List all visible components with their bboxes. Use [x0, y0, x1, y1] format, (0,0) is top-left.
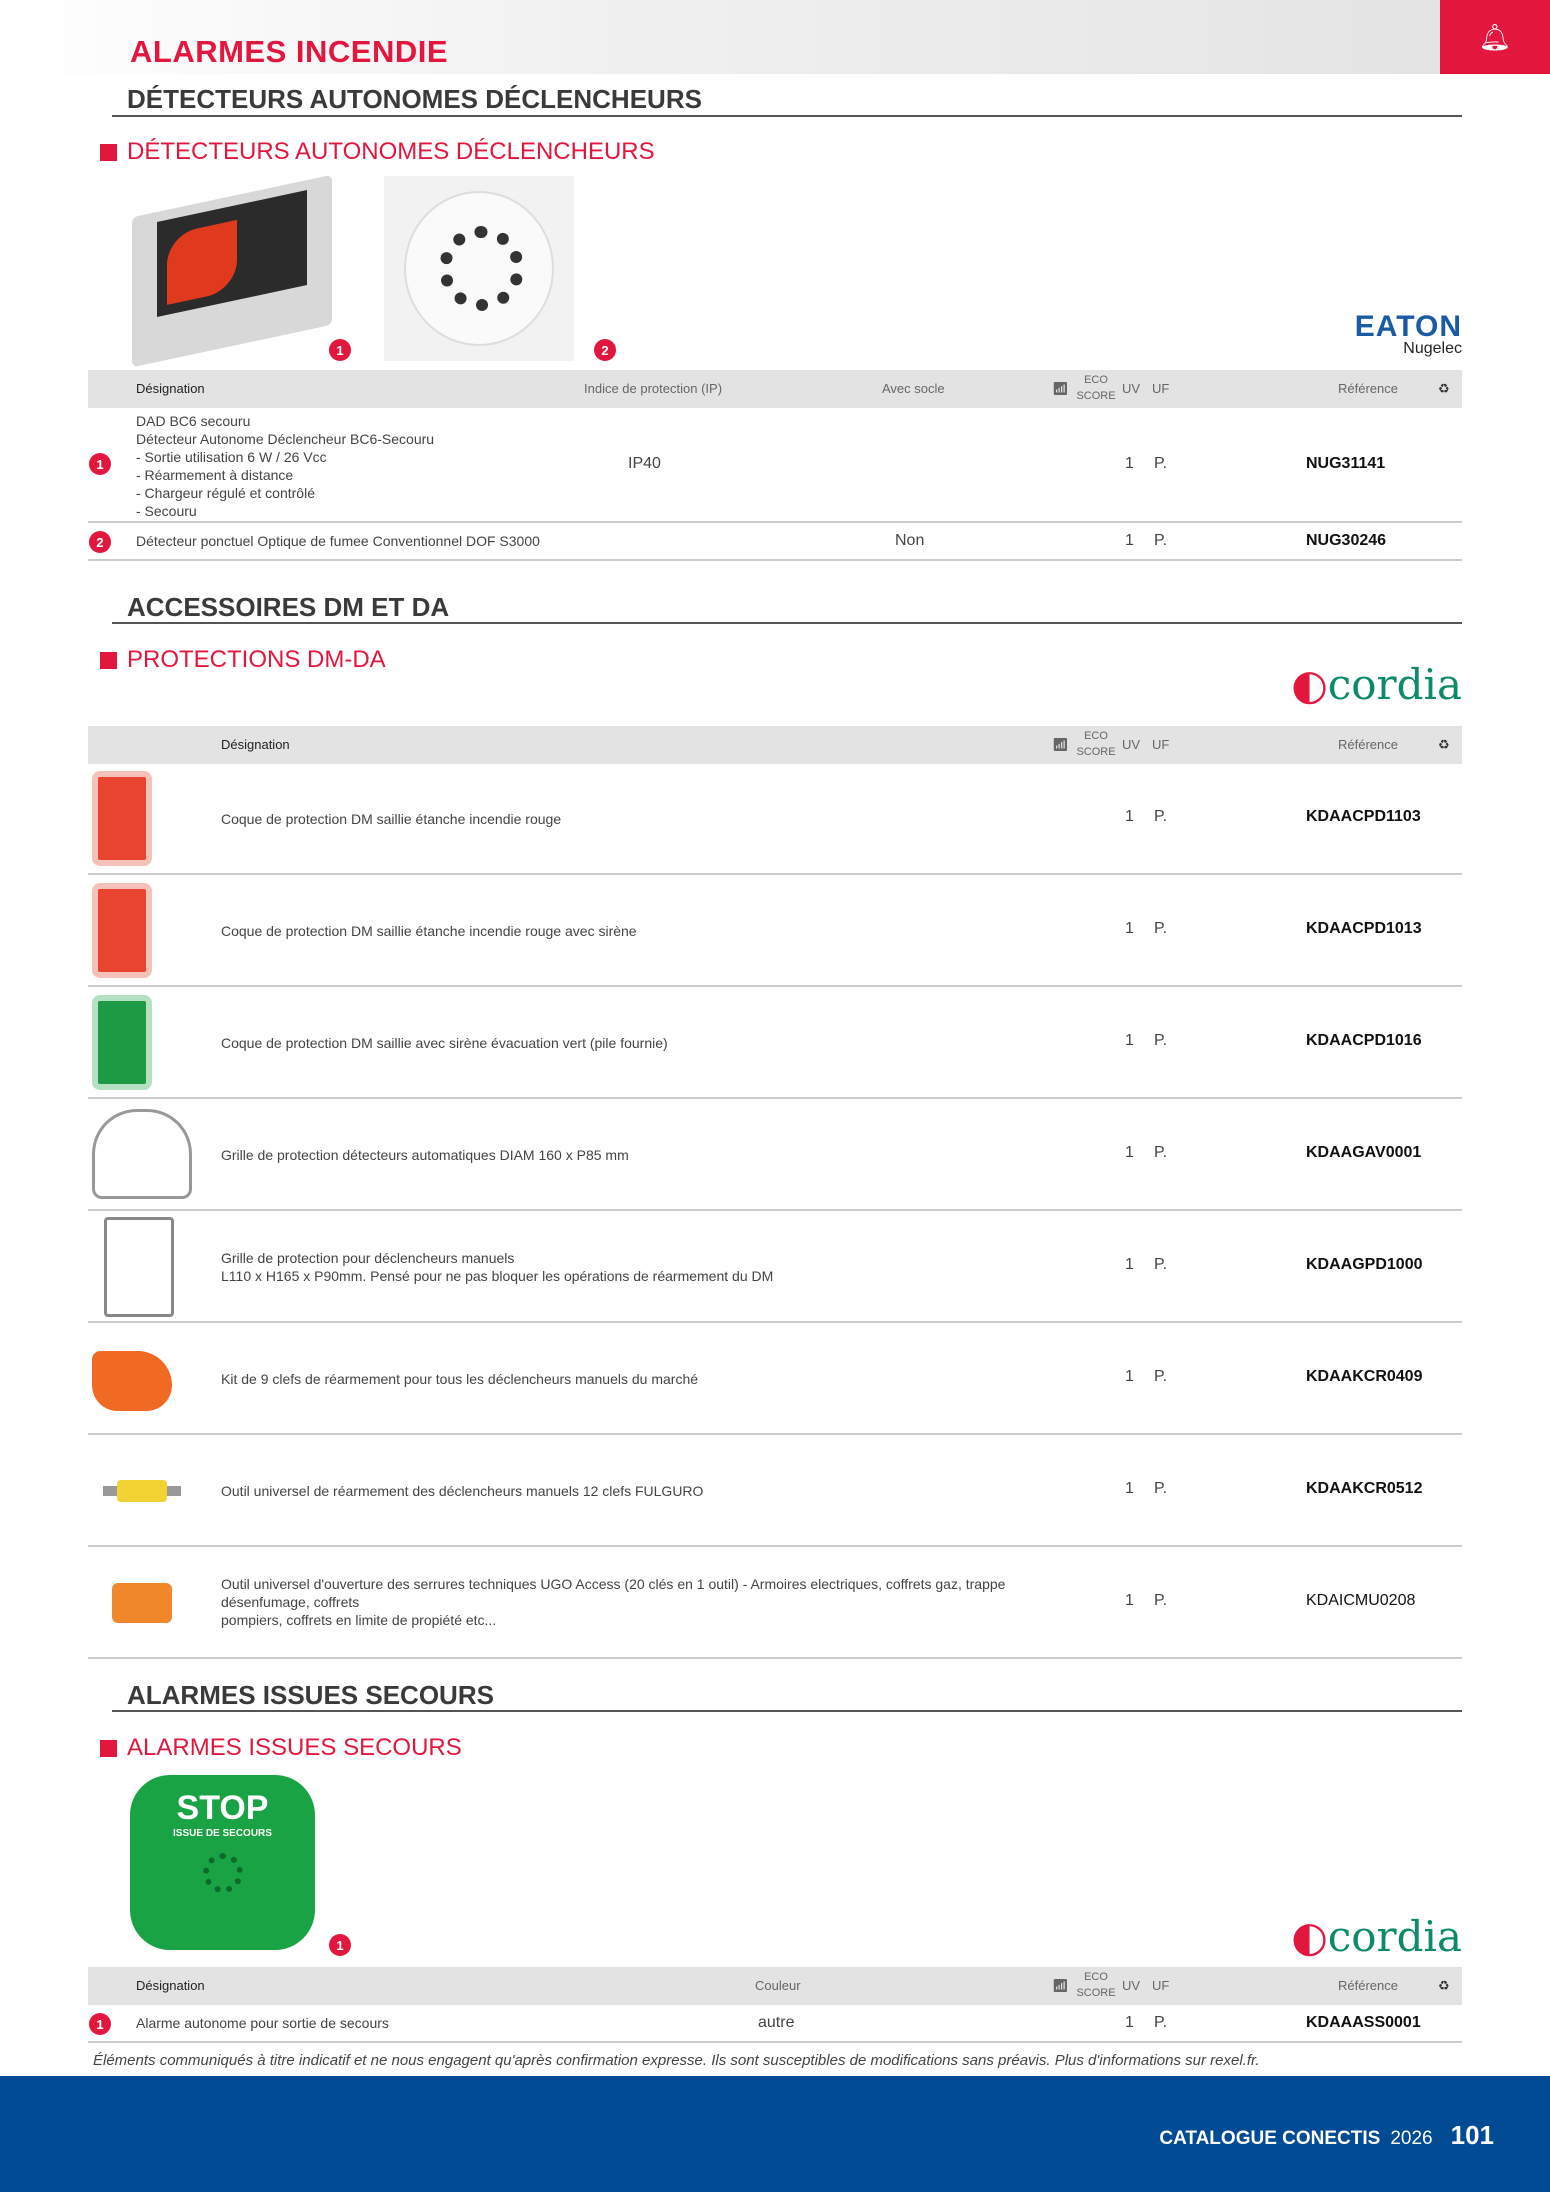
catalogue-name: CATALOGUE CONECTIS: [1159, 2128, 1381, 2149]
product-thumbnail: [92, 1435, 167, 1502]
table-row[interactable]: [88, 1323, 1462, 1435]
product-thumbnail: [92, 1323, 172, 1411]
alarm-bell-icon: 🔔︎: [1478, 21, 1512, 52]
table-row[interactable]: 1 Alarme autonome pour sortie de secours autre 1 P. KDAAASS0001: [88, 2005, 1462, 2043]
section-title: ALARMES ISSUES SECOURS: [127, 1680, 494, 1710]
designation: Coque de protection DM saillie avec sirène évacuation vert (pile fournie): [221, 1035, 668, 1051]
footer: [0, 2076, 1550, 2192]
table-row[interactable]: [88, 763, 1462, 875]
reference: KDAAKCR0409: [1306, 1368, 1423, 1385]
row-badge: 2: [89, 531, 111, 553]
uv: 1: [1125, 920, 1134, 937]
uf: P.: [1154, 808, 1168, 825]
product-image-stop: STOP ISSUE DE SECOURS: [130, 1775, 315, 1950]
reference: KDAAKCR0512: [1306, 1480, 1423, 1497]
subsection-title: [100, 1734, 462, 1762]
divider: [112, 115, 1462, 117]
designation: Grille de protection pour déclencheurs manuels L110 x H165 x P90mm. Pensé pour ne pas bloquer les opérations de réarmement du DM: [221, 1250, 774, 1284]
col-ref: Référence: [1338, 381, 1398, 396]
footnote: Éléments communiqués à titre indicatif et ne nous engagent qu'après confirmation expresse. Ils sont susceptibles de modifications sans préavis. Plus d'informations sur rexel.fr.: [93, 2052, 1260, 2069]
designation: Kit de 9 clefs de réarmement pour tous les déclencheurs manuels du marché: [221, 1371, 699, 1387]
table-row[interactable]: 2 Détecteur ponctuel Optique de fumee Conventionnel DOF S3000 Non 1 P. NUG30246: [88, 523, 1462, 561]
product-image-detector: [384, 176, 574, 361]
table-header: Désignation Indice de protection (IP) Avec socle 📶︎ ECO SCORE UV UF Référence ♻: [88, 370, 1462, 408]
product-thumbnail: [92, 1547, 172, 1623]
section-title: DÉTECTEURS AUTONOMES DÉCLENCHEURS: [127, 84, 702, 114]
product-thumbnail: [92, 763, 152, 866]
col-ip: Indice de protection (IP): [584, 381, 723, 396]
badge-1: 1: [329, 1934, 351, 1956]
uf: P.: [1154, 920, 1168, 937]
divider: [112, 1710, 1462, 1712]
uv: 1: [1125, 1592, 1134, 1609]
page-number: 101: [1450, 2120, 1494, 2150]
recycle-icon: ♻: [1438, 1978, 1450, 1993]
divider: [112, 622, 1462, 624]
product-thumbnail: [92, 987, 152, 1090]
designation: Coque de protection DM saillie étanche incendie rouge avec sirène: [221, 923, 637, 939]
subsection-title: [100, 646, 386, 674]
ip-value: IP40: [628, 455, 661, 472]
section-title: ACCESSOIRES DM ET DA: [127, 592, 450, 622]
eaton-logo: EATON Nugelec: [1354, 310, 1462, 357]
wifi-icon: 📶︎: [1052, 381, 1069, 396]
category-title: ALARMES INCENDIE: [130, 34, 449, 69]
uf: P.: [1154, 1032, 1168, 1049]
product-thumbnail: [92, 1099, 192, 1199]
badge-2: 2: [594, 339, 616, 361]
subsection-title: [100, 138, 655, 166]
subsection-label: ALARMES ISSUES SECOURS: [127, 1734, 462, 1761]
uv: 1: [1125, 1480, 1134, 1497]
badge-1: 1: [329, 339, 351, 361]
table-header: Désignation 📶︎ ECO SCORE UV UF Référence ♻: [88, 726, 1462, 764]
uf: P.: [1154, 1368, 1168, 1385]
uv: 1: [1125, 1256, 1134, 1273]
uv: 1: [1125, 1368, 1134, 1385]
recycle-icon: ♻: [1438, 737, 1450, 752]
uf: P.: [1154, 1592, 1168, 1609]
col-uv: UV: [1122, 381, 1141, 396]
wifi-icon: 📶︎: [1052, 737, 1069, 752]
product-image-dad: [112, 176, 362, 361]
category-tab: [1440, 0, 1550, 74]
wifi-icon: 📶︎: [1052, 1978, 1069, 1993]
subsection-label: PROTECTIONS DM-DA: [127, 646, 386, 673]
designation: Grille de protection détecteurs automatiques DIAM 160 x P85 mm: [221, 1147, 629, 1163]
designation: Coque de protection DM saillie étanche incendie rouge: [221, 811, 562, 827]
table-row[interactable]: [88, 1211, 1462, 1323]
table-row[interactable]: 1 DAD BC6 secouru Détecteur Autonome Déclencheur BC6-Secouru - Sortie utilisation 6 W / 26 Vcc - Réarmement à distance - Chargeur régulé et contrôlé - Secouru IP40 1 P. NUG31141: [88, 408, 1462, 523]
table-row[interactable]: [88, 1547, 1462, 1659]
catalogue-year: 2026: [1390, 2128, 1433, 2149]
table-row[interactable]: [88, 875, 1462, 987]
row-badge: 1: [89, 453, 111, 475]
designation: Outil universel de réarmement des déclencheurs manuels 12 clefs FULGURO: [221, 1483, 704, 1499]
col-uf: UF: [1152, 381, 1170, 396]
uf: P.: [1154, 1256, 1168, 1273]
reference: KDAACPD1013: [1306, 920, 1422, 937]
product-thumbnail: [92, 875, 152, 978]
reference: KDAAGAV0001: [1306, 1144, 1422, 1161]
reference: KDAICMU0208: [1306, 1592, 1416, 1609]
designation: Outil universel d'ouverture des serrures techniques UGO Access (20 clés en 1 outil) - Armoires electriques, coffrets gaz, trappe désenfumage, coffrets pompiers, coffrets en limite de propiété etc...: [221, 1576, 1006, 1628]
subsection-label: DÉTECTEURS AUTONOMES DÉCLENCHEURS: [127, 138, 655, 165]
reference: KDAACPD1103: [1306, 808, 1421, 825]
uv: 1: [1125, 1144, 1134, 1161]
table-row[interactable]: [88, 1435, 1462, 1547]
col-designation: Désignation: [136, 381, 205, 396]
reference: KDAAGPD1000: [1306, 1256, 1423, 1273]
product-thumbnail: [92, 1211, 174, 1317]
cordia-logo: ◐cordia: [1291, 1912, 1462, 1961]
col-socle: Avec socle: [882, 381, 945, 396]
recycle-icon: ♻: [1438, 381, 1450, 396]
uf: P.: [1154, 1480, 1168, 1497]
uv: 1: [1125, 1032, 1134, 1049]
table-row[interactable]: [88, 1099, 1462, 1211]
table-header: Désignation Couleur 📶︎ ECO SCORE UV UF Référence ♻: [88, 1967, 1462, 2005]
reference: KDAACPD1016: [1306, 1032, 1422, 1049]
table-row[interactable]: [88, 987, 1462, 1099]
uv: 1: [1125, 808, 1134, 825]
uf: P.: [1154, 1144, 1168, 1161]
cordia-logo: ◐cordia: [1291, 660, 1462, 709]
